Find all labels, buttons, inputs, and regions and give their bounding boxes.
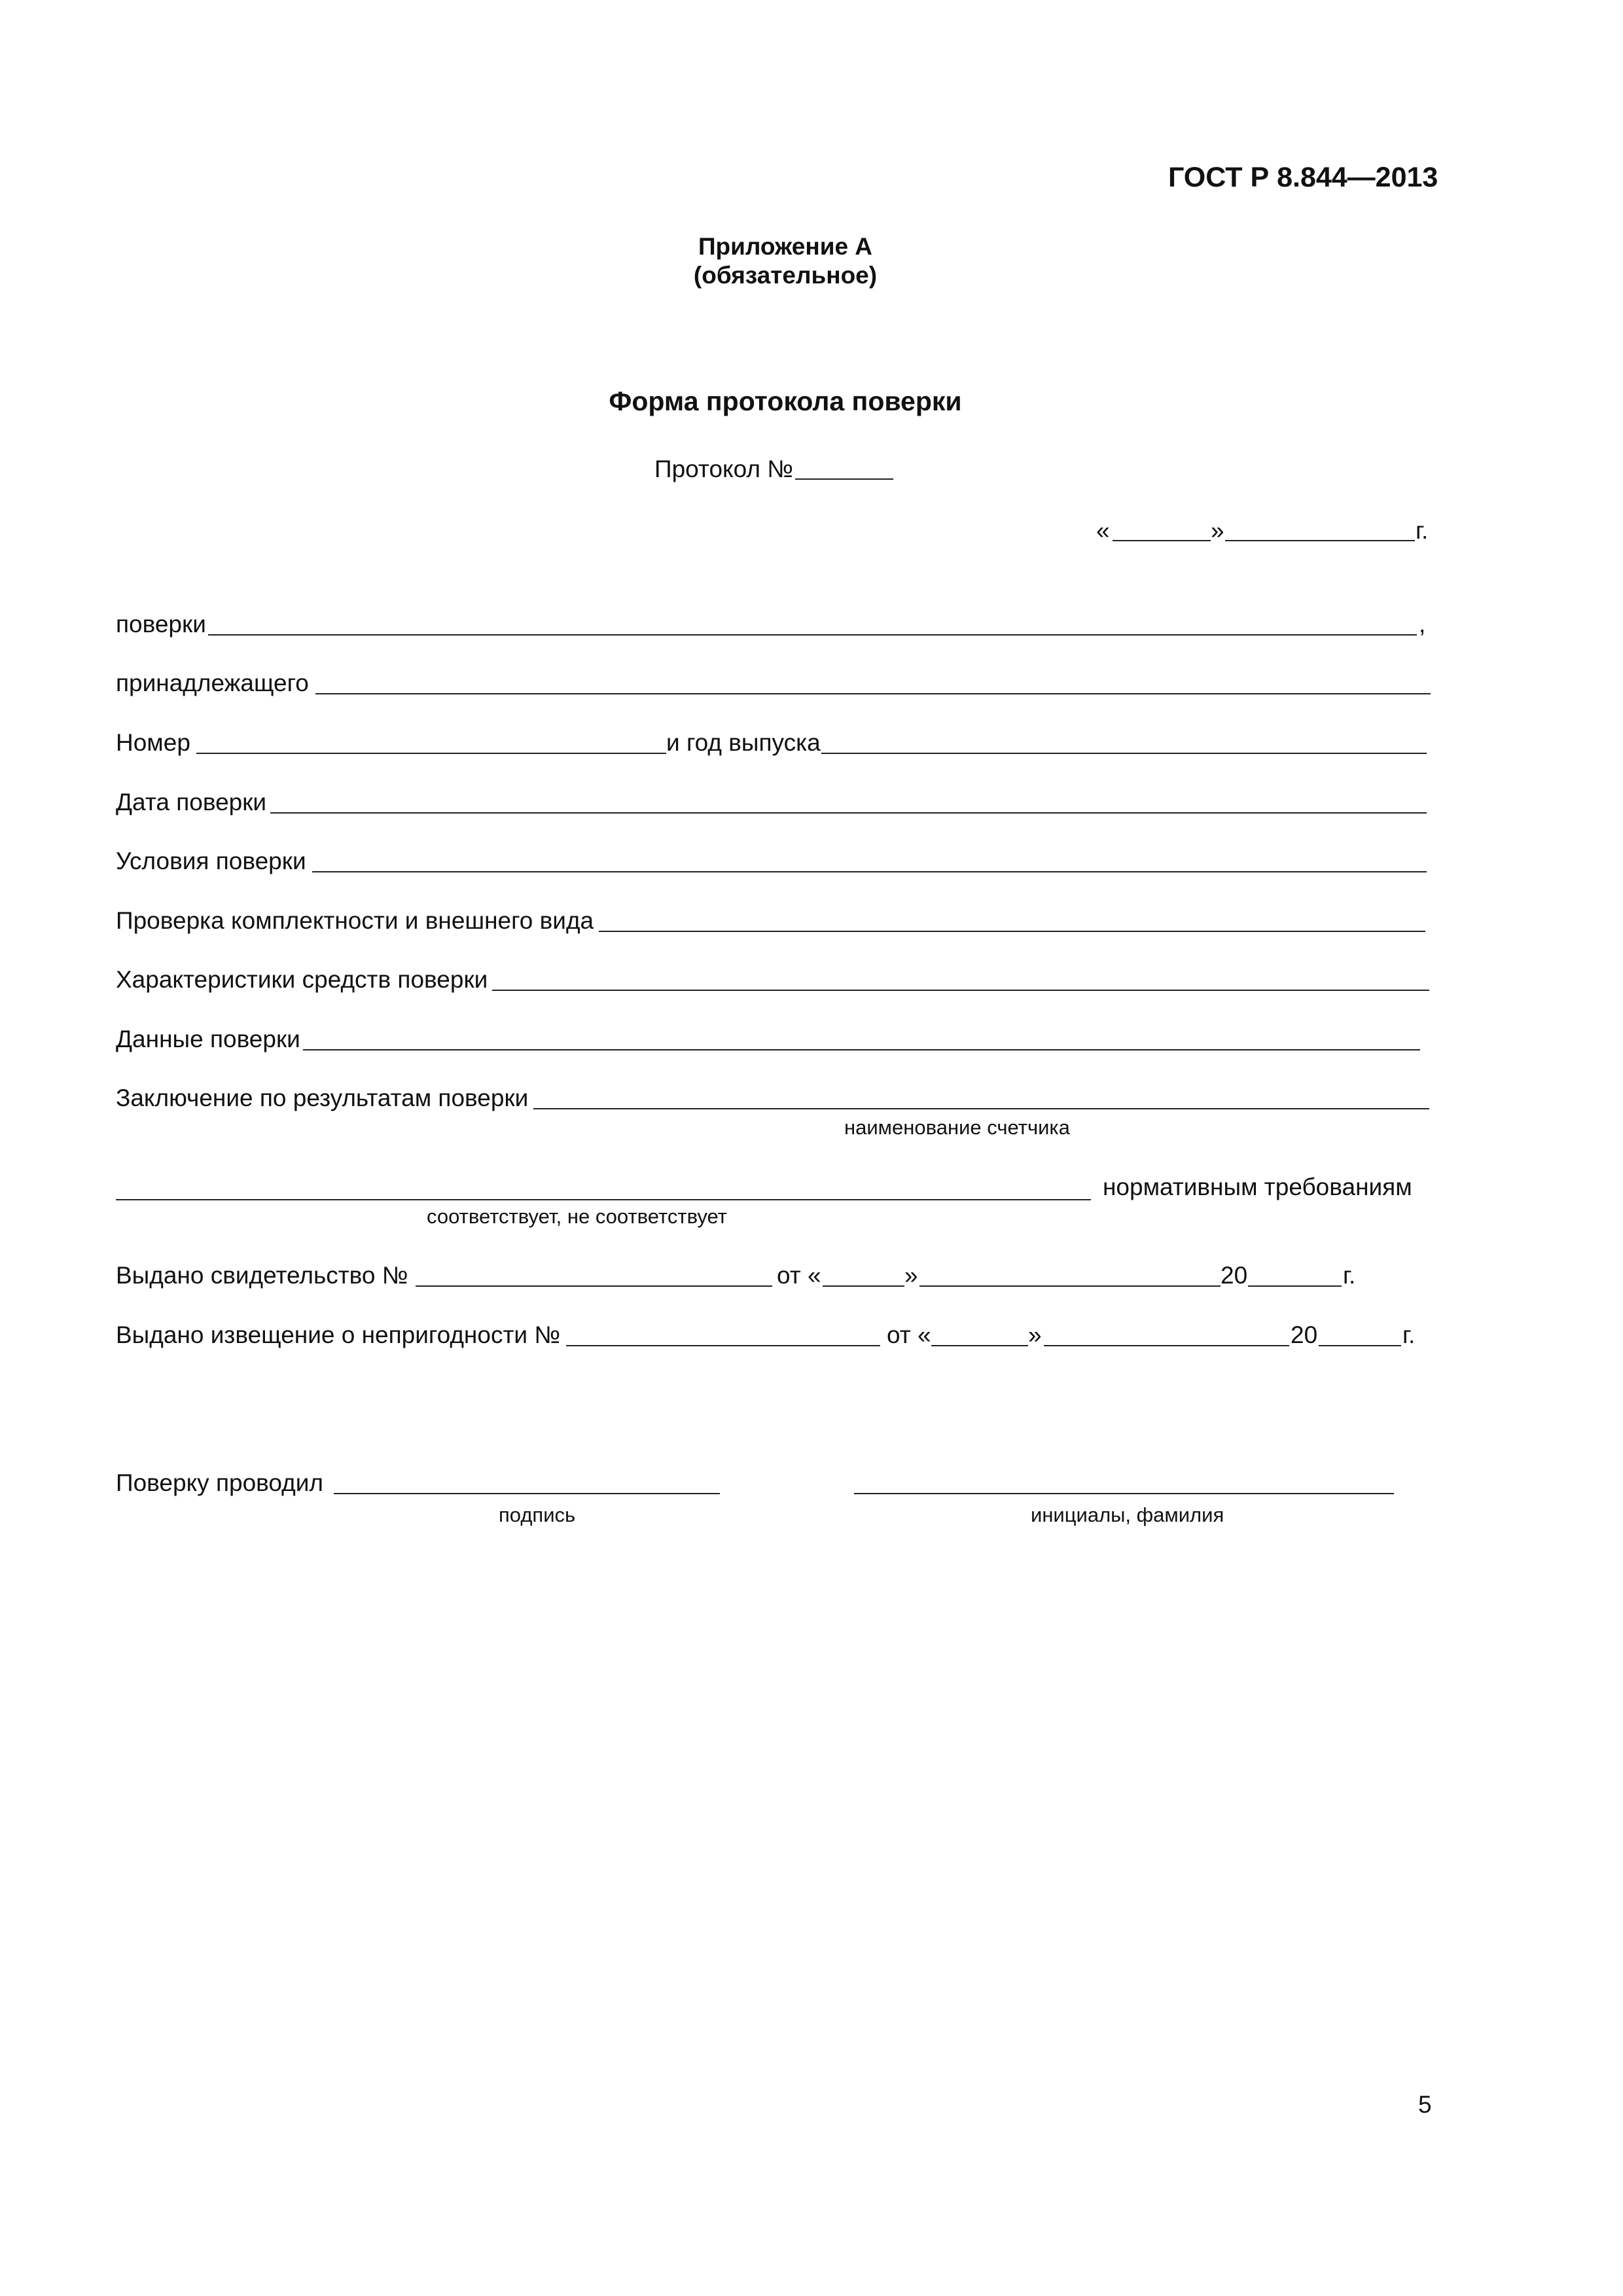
field-conclusion-hint: наименование счетчика bbox=[844, 1116, 1070, 1139]
field-poverki-label: поверки bbox=[116, 611, 206, 637]
date-day-line[interactable] bbox=[1113, 540, 1211, 541]
notice-close-quote: » bbox=[1028, 1321, 1042, 1348]
certificate-day-line[interactable] bbox=[823, 1285, 904, 1287]
field-date-label: Дата поверки bbox=[116, 789, 267, 816]
date-close-quote: » bbox=[1211, 517, 1224, 544]
name-hint: инициалы, фамилия bbox=[1031, 1503, 1224, 1526]
notice-day-line[interactable] bbox=[931, 1345, 1028, 1346]
certificate-number-line[interactable] bbox=[416, 1285, 772, 1287]
notice-month-line[interactable] bbox=[1044, 1345, 1289, 1346]
notice-century: 20 bbox=[1291, 1321, 1318, 1348]
notice-year-line[interactable] bbox=[1319, 1345, 1401, 1346]
date-open-quote: « bbox=[1096, 517, 1110, 544]
field-compliance-line[interactable] bbox=[116, 1199, 1091, 1200]
protocol-label: Протокол № bbox=[654, 456, 793, 482]
certificate-from-label: от « bbox=[777, 1262, 821, 1289]
field-number-line[interactable] bbox=[196, 753, 666, 754]
standard-designation: ГОСТ Р 8.844—2013 bbox=[1168, 162, 1438, 193]
notice-year-suffix: г. bbox=[1402, 1321, 1416, 1348]
form-title: Форма протокола поверки bbox=[609, 386, 962, 416]
signature-label: Поверку проводил bbox=[116, 1469, 323, 1496]
field-completeness-line[interactable] bbox=[599, 931, 1425, 932]
field-normative-label: нормативным требованиям bbox=[1103, 1174, 1412, 1200]
notice-label: Выдано извещение о непригодности № bbox=[116, 1321, 561, 1348]
field-owner-label: принадлежащего bbox=[116, 670, 309, 696]
field-data-label: Данные поверки bbox=[116, 1026, 300, 1052]
protocol-number-line[interactable] bbox=[795, 478, 893, 480]
certificate-month-line[interactable] bbox=[919, 1285, 1221, 1287]
date-month-year-line[interactable] bbox=[1225, 540, 1415, 541]
field-owner-line[interactable] bbox=[315, 693, 1431, 694]
certificate-year-line[interactable] bbox=[1248, 1285, 1342, 1287]
field-compliance-hint: соответствует, не соответствует bbox=[427, 1205, 727, 1228]
appendix-status: (обязательное) bbox=[693, 262, 878, 289]
field-instruments-line[interactable] bbox=[492, 990, 1429, 991]
notice-from-label: от « bbox=[887, 1321, 931, 1348]
field-completeness-label: Проверка комплектности и внешнего вида bbox=[116, 907, 594, 934]
signature-line[interactable] bbox=[334, 1493, 720, 1494]
date-year-suffix: г. bbox=[1416, 517, 1429, 544]
field-instruments-label: Характеристики средств поверки bbox=[116, 966, 488, 993]
field-number-label: Номер bbox=[116, 729, 190, 756]
certificate-label: Выдано свидетельство № bbox=[116, 1262, 408, 1289]
certificate-century: 20 bbox=[1221, 1262, 1248, 1289]
field-year-label: и год выпуска bbox=[666, 729, 821, 756]
appendix-title: Приложение А bbox=[698, 233, 873, 260]
page-number: 5 bbox=[1418, 2091, 1432, 2118]
field-conditions-line[interactable] bbox=[312, 871, 1427, 872]
field-poverki-line[interactable] bbox=[208, 634, 1417, 636]
field-conclusion-label: Заключение по результатам поверки bbox=[116, 1085, 529, 1111]
field-conclusion-line[interactable] bbox=[533, 1108, 1429, 1109]
field-poverki-comma: , bbox=[1419, 611, 1426, 637]
field-data-line[interactable] bbox=[303, 1049, 1420, 1050]
name-line[interactable] bbox=[854, 1493, 1394, 1494]
field-year-line[interactable] bbox=[821, 753, 1427, 754]
field-conditions-label: Условия поверки bbox=[116, 848, 306, 874]
signature-hint: подпись bbox=[499, 1503, 576, 1526]
notice-number-line[interactable] bbox=[566, 1345, 880, 1346]
certificate-close-quote: » bbox=[904, 1262, 918, 1289]
certificate-year-suffix: г. bbox=[1343, 1262, 1356, 1289]
field-date-line[interactable] bbox=[270, 812, 1427, 814]
